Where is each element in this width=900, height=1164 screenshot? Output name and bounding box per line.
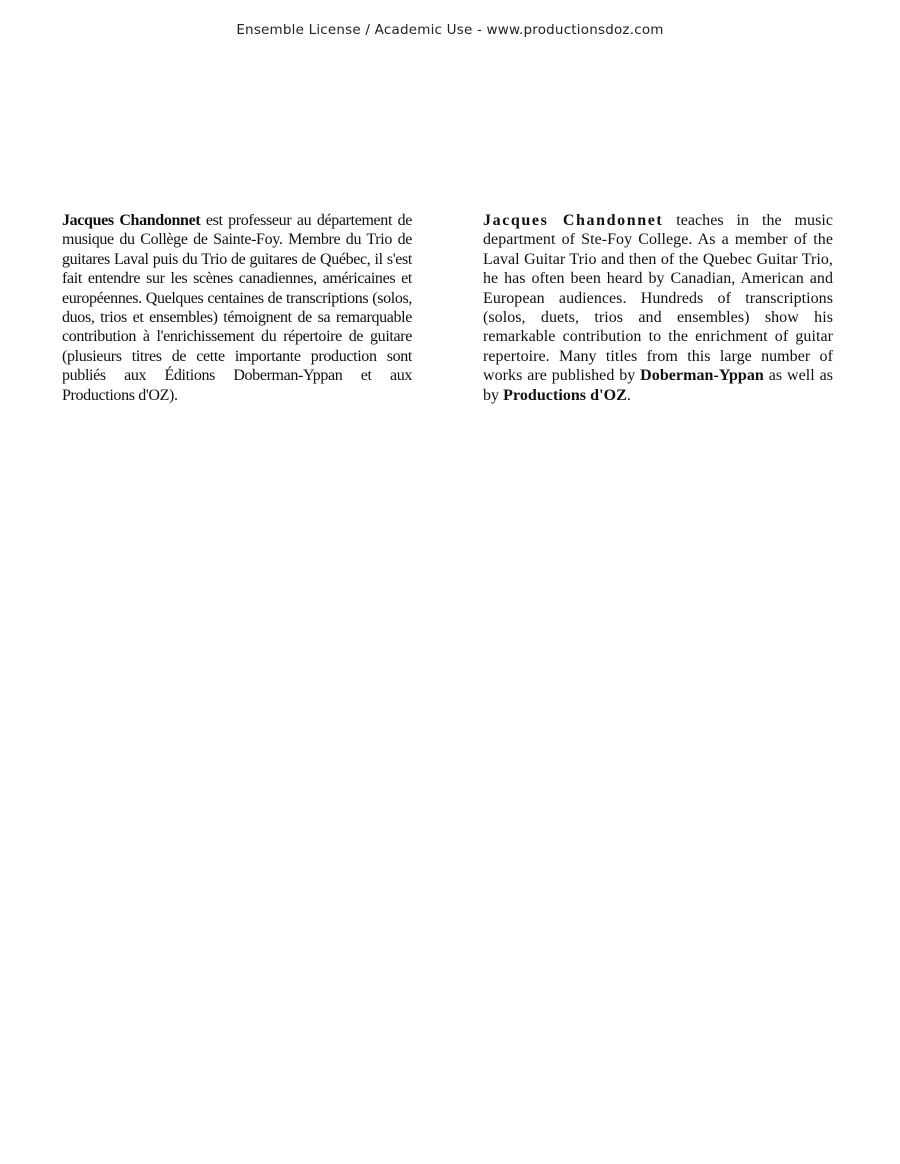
author-name-fr: Jacques Chandonnet — [62, 212, 201, 229]
biography-english-text-end: . — [626, 386, 631, 404]
biography-english-text: teaches in the music department of Ste-Foy College. As a member of the Laval Guitar Trio and then of the Quebec Guitar Trio, he has often been heard by Canadian, American and European audiences. Hundreds of transcriptions (solos, duets, trios and ensembles) show his remarkable contribution to the enrichment of guitar repertoire. Many titles from this large number of works are published by — [483, 212, 833, 385]
biography-english — [483, 211, 833, 405]
biography-english-paragraph — [483, 211, 833, 405]
biography-french-text: est professeur au département de musique du Collège de Sainte-Foy. Membre du Trio de guitares Laval puis du Trio de guitares de Québec, il s'est fait entendre sur les scènes canadiennes, américaines et européennes. Quelques centaines de transcriptions (solos, duos, trios et ensembles) témoignent de sa remarquable contribution à l'enrichissement du répertoire de guitare (plusieurs titres de cette importante production sont publiés aux Éditions Doberman-Yppan et aux Productions d'OZ). — [62, 212, 412, 404]
biography-french-paragraph — [62, 211, 412, 405]
author-name-en: Jacques Chandonnet — [483, 212, 664, 229]
license-header: Ensemble License / Academic Use - www.productionsdoz.com — [236, 22, 664, 38]
biography-english-text-mid: as well as by — [483, 367, 833, 404]
publisher-doberman-yppan: Doberman-Yppan — [640, 367, 764, 385]
biography-french — [62, 211, 412, 405]
publisher-productions-doz: Productions d'OZ — [503, 386, 627, 404]
